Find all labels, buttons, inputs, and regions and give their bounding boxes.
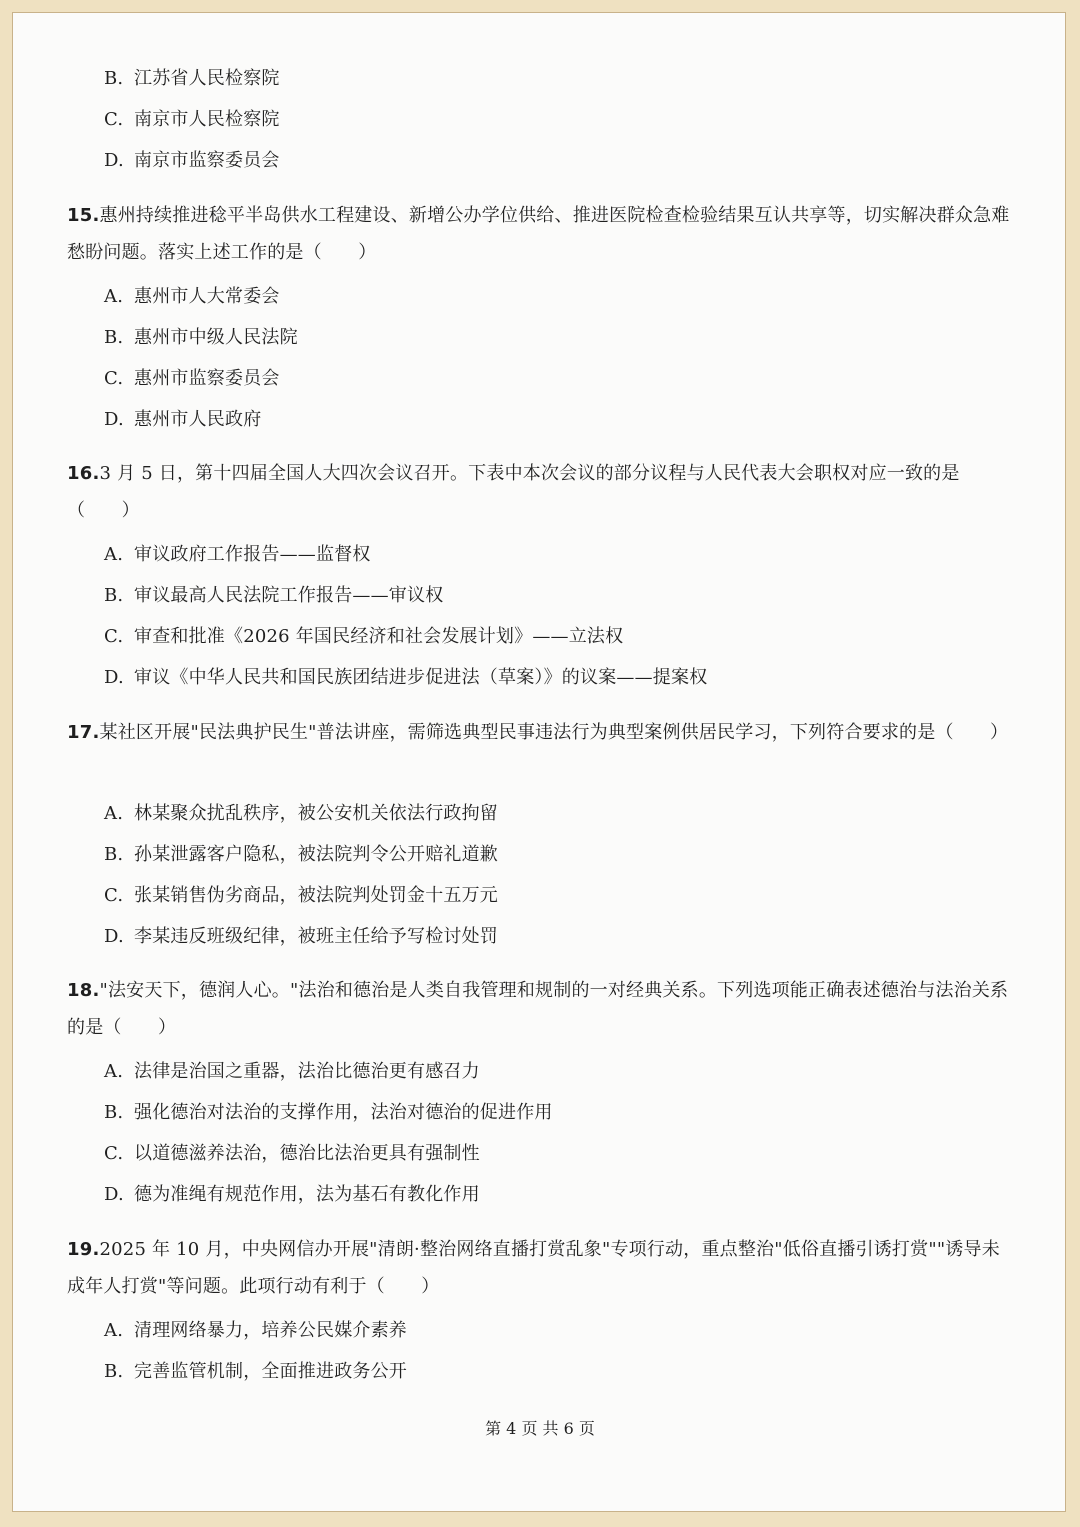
option-letter: B. [104,68,124,89]
q18-option-c [104,1142,480,1166]
question-number: 15. [67,205,100,226]
option-text: 惠州市人民政府 [134,409,262,430]
option-text: 李某违反班级纪律，被班主任给予写检讨处罚 [134,926,498,947]
option-text: 审议《中华人民共和国民族团结进步促进法（草案）》的议案——提案权 [134,667,708,688]
option-letter: D. [104,150,124,171]
option-letter: D. [104,409,124,430]
q18-option-d [104,1183,480,1207]
exam-page [12,12,1066,1512]
question-17-stem [67,714,1017,751]
option-letter: A. [104,1320,124,1341]
option-text: 孙某泄露客户隐私，被法院判令公开赔礼道歉 [134,844,498,865]
question-16-stem [67,455,1017,529]
option-letter: C. [104,885,124,906]
option-letter: A. [104,1061,124,1082]
q14-option-d [104,149,280,173]
question-number: 17. [67,722,100,743]
q16-option-d [104,666,707,690]
option-text: 德为准绳有规范作用，法为基石有教化作用 [134,1184,480,1205]
question-text: 惠州持续推进稔平半岛供水工程建设、新增公办学位供给、推进医院检查检验结果互认共享等，切实解决群众急难愁盼问题。落实上述工作的是（ ） [67,205,1010,263]
question-19-stem [67,1231,1017,1305]
option-text: 审议最高人民法院工作报告——审议权 [134,585,444,606]
q15-option-b [104,326,298,350]
option-text: 惠州市监察委员会 [134,368,280,389]
option-letter: D. [104,926,124,947]
option-text: 江苏省人民检察院 [134,68,280,89]
q19-option-a [104,1319,407,1343]
option-letter: A. [104,286,124,307]
q17-option-c [104,884,498,908]
q16-option-b [104,584,443,608]
question-15-stem [67,197,1017,271]
option-text: 南京市人民检察院 [134,109,280,130]
q18-option-b [104,1101,553,1125]
question-text: "法安天下，德润人心。"法治和德治是人类自我管理和规制的一对经典关系。下列选项能正确表述德治与法治关系的是（ ） [67,980,1009,1038]
option-text: 南京市监察委员会 [134,150,280,171]
option-letter: D. [104,667,124,688]
option-text: 惠州市人大常委会 [134,286,280,307]
question-18-stem [67,972,1017,1046]
option-text: 张某销售伪劣商品，被法院判处罚金十五万元 [134,885,498,906]
q18-option-a [104,1060,480,1084]
q16-option-a [104,543,371,567]
q17-option-a [104,802,498,826]
q14-option-c [104,108,280,132]
option-letter: B. [104,585,124,606]
page-footer: 第 4 页 共 6 页 [485,1419,595,1438]
option-letter: D. [104,1184,124,1205]
q15-option-c [104,367,280,391]
question-text: 2025 年 10 月，中央网信办开展"清朗·整治网络直播打赏乱象"专项行动，重点整治"低俗直播引诱打赏""诱导未成年人打赏"等问题。此项行动有利于（ ） [67,1239,1000,1297]
page-content [13,13,1067,1513]
q17-option-b [104,843,498,867]
option-text: 惠州市中级人民法院 [134,327,298,348]
option-text: 审议政府工作报告——监督权 [134,544,371,565]
question-number: 16. [67,463,100,484]
option-letter: C. [104,1143,124,1164]
option-text: 审查和批准《2026 年国民经济和社会发展计划》——立法权 [134,626,624,647]
option-text: 清理网络暴力，培养公民媒介素养 [134,1320,407,1341]
option-letter: B. [104,844,124,865]
option-letter: C. [104,109,124,130]
option-text: 强化德治对法治的支撑作用，法治对德治的促进作用 [134,1102,553,1123]
q15-option-a [104,285,280,309]
q19-option-b [104,1360,407,1384]
option-text: 林某聚众扰乱秩序，被公安机关依法行政拘留 [134,803,498,824]
option-letter: B. [104,1361,124,1382]
option-text: 以道德滋养法治，德治比法治更具有强制性 [134,1143,480,1164]
question-text: 某社区开展"民法典护民生"普法讲座，需筛选典型民事违法行为典型案例供居民学习，下列符合要求的是（ ） [99,722,1009,743]
question-number: 18. [67,980,100,1001]
question-text: 3 月 5 日，第十四届全国人大四次会议召开。下表中本次会议的部分议程与人民代表大会职权对应一致的是（ ） [67,463,960,521]
q17-option-d [104,925,498,949]
option-letter: B. [104,327,124,348]
option-letter: A. [104,803,124,824]
option-letter: A. [104,544,124,565]
option-text: 完善监管机制，全面推进政务公开 [134,1361,407,1382]
question-number: 19. [67,1239,100,1260]
option-letter: C. [104,626,124,647]
q14-option-b [104,67,280,91]
q16-option-c [104,625,623,649]
option-text: 法律是治国之重器，法治比德治更有感召力 [134,1061,480,1082]
q15-option-d [104,408,261,432]
option-letter: C. [104,368,124,389]
option-letter: B. [104,1102,124,1123]
